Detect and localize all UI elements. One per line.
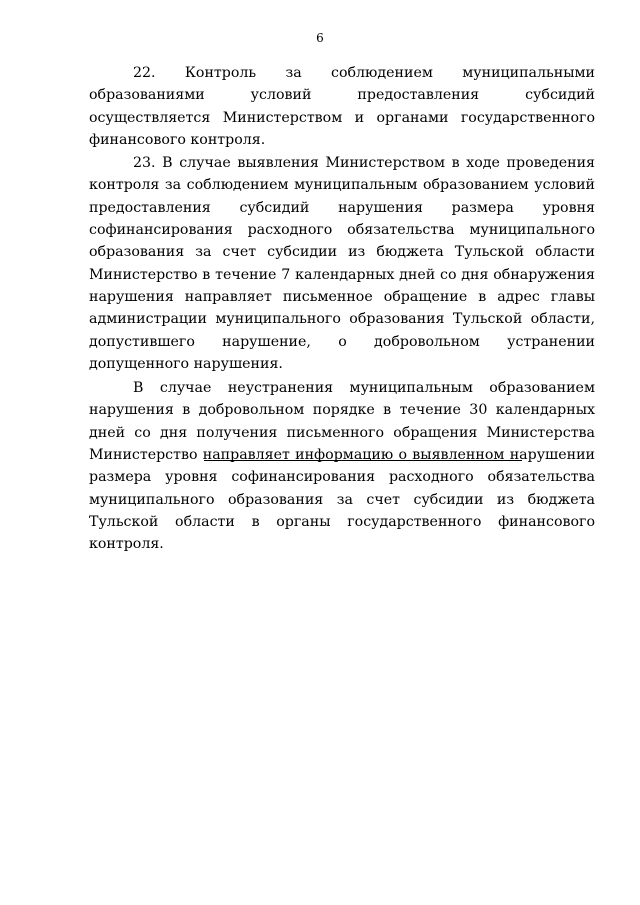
page-number: 6 <box>316 31 324 45</box>
document-body <box>89 62 595 556</box>
paragraph-22: 22. Контроль за соблюдением муниципальными образованиями условий предоставления субсидий осуществляется Министерством и органами государственного финансового контроля. <box>89 65 595 148</box>
paragraph-23: 23. В случае выявления Министерством в ходе проведения контроля за соблюдением муниципальным образованием условий предоставления субсидий нарушения размера уровня софинансирования расходного обязательства муниципального образования за счет субсидии из бюджета Тульской области Министерство в течение 7 календарных дней со дня обнаружения нарушения направляет письменное обращение в адрес главы администрации муниципального образования Тульской области, допустившего нарушение, о добровольном устранении допущенного нарушения. <box>89 155 595 372</box>
paragraph-23-continuation: В случае неустранения муниципальным образованием нарушения в добровольном порядке в течение 30 календарных дней со дня получения письменного обращения Министерства Министерство направляет информацию о выявленном нарушении размера уровня софинансирования расходного обязательства муниципального образования за счет субсидии из бюджета Тульской области в органы государственного финансового контроля. <box>89 380 595 553</box>
end-of-document-rule <box>204 460 522 461</box>
